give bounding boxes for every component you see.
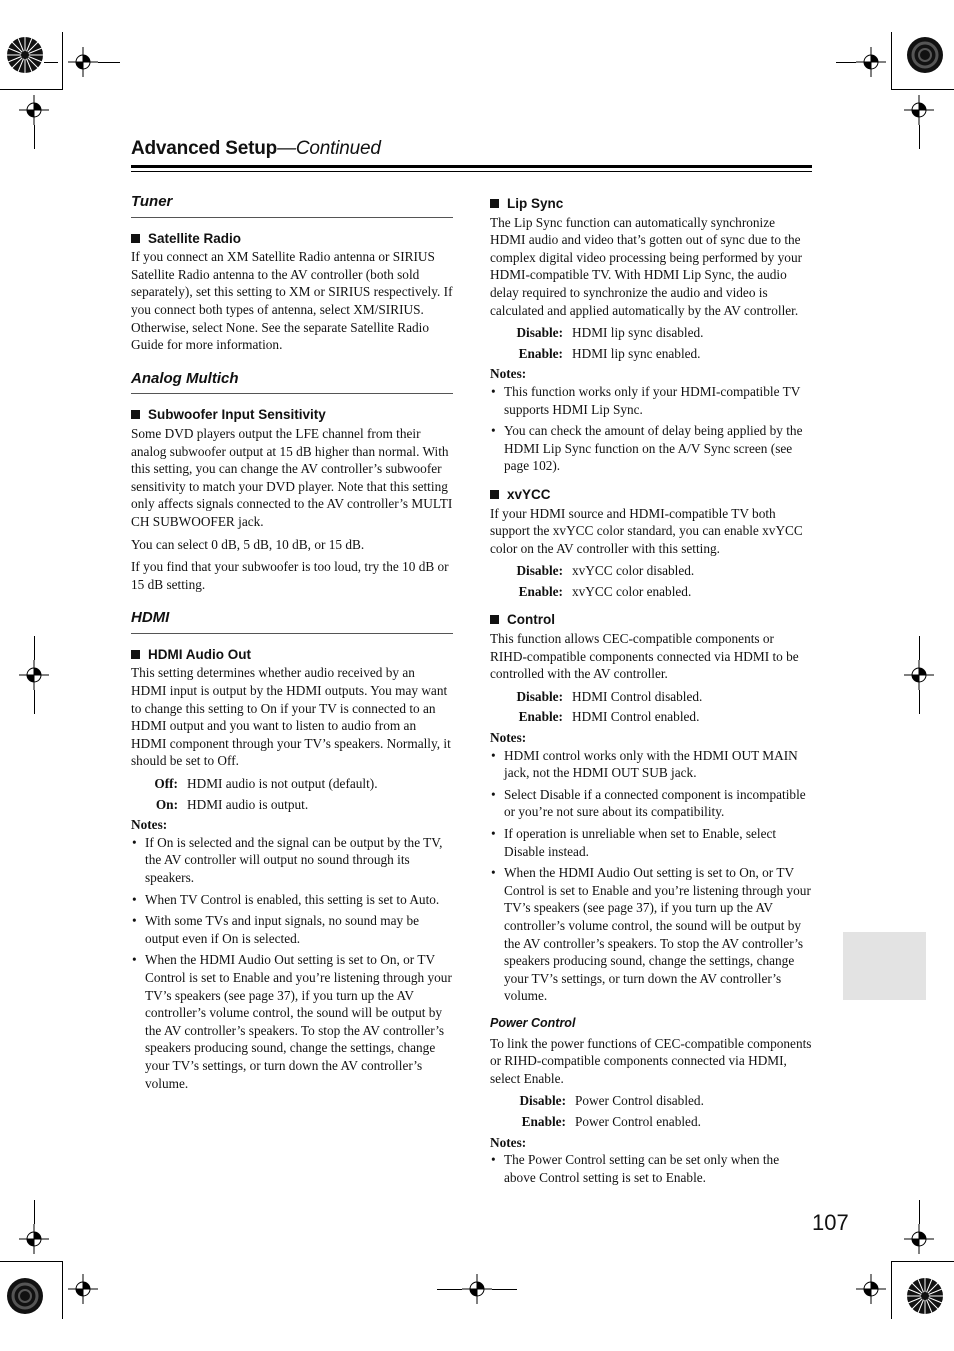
subsection-title-control (490, 611, 812, 629)
radial-registration-mark-icon (906, 36, 944, 74)
option-value: xvYCC color disabled. (572, 563, 695, 579)
option-key: Disable: (516, 688, 563, 704)
option-key: Enable: (518, 583, 563, 599)
crosshair-registration-mark-icon (19, 1224, 49, 1254)
crop-line (437, 1289, 462, 1290)
notes-list (490, 1151, 812, 1186)
section-title-hdmi: HDMI (131, 609, 453, 634)
paragraph: If your HDMI source and HDMI-compatible TV both support the xvYCC color standard, you can enable xvYCC color on the AV controller with this setting. (490, 505, 803, 556)
crop-line (919, 1200, 920, 1224)
paragraph: If you find that your subwoofer is too loud, try the 10 dB or 15 dB setting. (131, 559, 449, 592)
right-column (490, 190, 812, 1190)
paragraph: Some DVD players output the LFE channel from their analog subwoofer output at 15 dB higher than normal. With this setting, you can change the AV controller’s subwoofer sensitivity to match your DVD player. Note that this setting only affects signals connected to the AV controller’s MULTI CH SUBWOOFER jack. (131, 425, 453, 529)
option-value: HDMI Control enabled. (572, 709, 700, 725)
square-bullet-icon (490, 199, 499, 208)
subsection-title-text: Lip Sync (507, 196, 564, 211)
subsection-title-satellite-radio (131, 230, 453, 248)
crosshair-registration-mark-icon (462, 1274, 492, 1304)
crosshair-registration-mark-icon (68, 1274, 98, 1304)
subsection-title-subwoofer-input-sensitivity (131, 406, 453, 424)
paragraph: The Lip Sync function can automatically synchronize HDMI audio and video that’s gotten out of sync due to the complex digital video processing being performed by your HDMI-compatible TV. With HDMI Lip Sync, the audio delay required to synchronize the audio and video is calculated and applied automatically by the AV controller. (490, 214, 803, 318)
crosshair-registration-mark-icon (856, 1274, 886, 1304)
option-key: Disable: (516, 325, 563, 341)
option-value: HDMI audio is output. (187, 796, 309, 812)
crop-line (62, 1261, 63, 1319)
option-row (490, 583, 812, 601)
option-row (490, 1092, 812, 1110)
crop-line (919, 125, 920, 149)
option-key: Off: (154, 776, 178, 792)
notes-list (490, 747, 812, 1005)
option-value: HDMI lip sync disabled. (572, 325, 704, 341)
option-key: Enable: (518, 345, 563, 361)
subsection-title-text: xvYCC (507, 486, 551, 502)
crop-line (891, 1261, 892, 1319)
note-item: • HDMI control works only with the HDMI OUT MAIN jack, not the HDMI OUT SUB jack. (490, 747, 812, 782)
option-value: HDMI audio is not output (default). (187, 776, 378, 792)
section-title-tuner: Tuner (131, 193, 453, 218)
crosshair-registration-mark-icon (904, 660, 934, 690)
option-row (490, 708, 812, 726)
paragraph: You can select 0 dB, 5 dB, 10 dB, or 15 dB. (131, 536, 365, 552)
paragraph: This setting determines whether audio received by an HDMI input is output by the HDMI outputs. You may want to change this setting to On if your TV is connected to an HDMI output and you want to listen to audio from an HDMI component through your TV’s speakers. Normally, it should be set to Off. (131, 665, 451, 769)
crop-line (98, 62, 120, 63)
note-item: • If operation is unreliable when set to Enable, select Disable instead. (490, 825, 812, 860)
square-bullet-icon (131, 650, 140, 659)
notes-list (490, 383, 812, 475)
subsection-title-text: HDMI Audio Out (148, 646, 251, 662)
crosshair-registration-mark-icon (904, 1224, 934, 1254)
crop-line (34, 1200, 35, 1224)
crop-line (44, 62, 58, 63)
option-key: Disable: (519, 1093, 566, 1109)
subsection-title-power-control: Power Control (490, 1015, 576, 1030)
note-item: • The Power Control setting can be set only when the above Control setting is set to Enable. (490, 1151, 812, 1186)
subsection-title-lip-sync (490, 195, 812, 213)
option-row (490, 345, 812, 363)
crop-line (34, 636, 35, 660)
paragraph: To link the power functions of CEC-compatible components or RIHD-compatible components connected via HDMI, select Enable. (490, 1035, 812, 1086)
notes-heading: Notes: (490, 730, 527, 746)
note-item: • When the HDMI Audio Out setting is set to On, or TV Control is set to Enable and you’re listening through your TV’s speakers (see page 37), if you turn up the AV controller’s volume control, the sound will be output by the AV controller’s speakers. To stop the AV controller’s speakers producing sound, change the settings, change your TV’s settings, or turn down the AV controller’s volume. (490, 864, 812, 1005)
option-row (490, 562, 812, 580)
option-value: Power Control disabled. (575, 1093, 704, 1109)
note-item: • When TV Control is enabled, this setting is set to Auto. (131, 891, 453, 909)
square-bullet-icon (490, 490, 499, 499)
crop-line (0, 89, 62, 90)
note-item: • Select Disable if a connected component is incompatible or you’re not sure about its compatibility. (490, 786, 812, 821)
note-item: • When the HDMI Audio Out setting is set to On, or TV Control is set to Enable and you’re listening through your TV’s speakers (see page 37), if you turn up the AV controller’s volume control, the sound will be output by the AV controller’s speakers. To stop the AV controller’s speakers producing sound, change the settings, change your TV’s settings, or turn down the AV controller’s volume. (131, 951, 453, 1092)
option-row (131, 796, 453, 814)
crop-line (836, 62, 856, 63)
option-value: HDMI Control disabled. (572, 688, 703, 704)
header-continued-text: —Continued (277, 138, 381, 159)
square-bullet-icon (131, 410, 140, 419)
note-item: • With some TVs and input signals, no sound may be output even if On is selected. (131, 912, 453, 947)
option-row (131, 775, 453, 793)
subsection-title-hdmi-audio-out (131, 646, 453, 664)
note-item: • This function works only if your HDMI-compatible TV supports HDMI Lip Sync. (490, 383, 812, 418)
subsection-title-text: Control (507, 612, 555, 628)
chapter-side-tab (843, 932, 926, 1000)
crosshair-registration-mark-icon (19, 660, 49, 690)
crop-line (891, 89, 954, 90)
section-title-analog-multich: Analog Multich (131, 370, 453, 395)
option-row (490, 324, 812, 342)
crop-line (919, 636, 920, 660)
crosshair-registration-mark-icon (19, 95, 49, 125)
crop-line (0, 1261, 62, 1262)
option-key: Enable: (521, 1113, 566, 1129)
crop-line (34, 690, 35, 714)
note-item: • If On is selected and the signal can be output by the TV, the AV controller will output no sound through its speakers. (131, 834, 453, 887)
crosshair-registration-mark-icon (68, 47, 98, 77)
header-title-text: Advanced Setup (131, 138, 278, 159)
note-item: • You can check the amount of delay being applied by the HDMI Lip Sync function on the A/V Sync screen (see page 102). (490, 422, 812, 475)
crop-line (891, 32, 892, 90)
radial-registration-mark-icon (906, 1277, 944, 1315)
crop-line (62, 32, 63, 90)
notes-heading: Notes: (490, 366, 527, 382)
subsection-title-text: Subwoofer Input Sensitivity (148, 407, 326, 423)
notes-heading: Notes: (131, 817, 168, 833)
radial-registration-mark-icon (6, 1277, 44, 1315)
option-key: Disable: (516, 563, 563, 579)
option-value: xvYCC color enabled. (572, 583, 692, 599)
option-value: Power Control enabled. (575, 1113, 701, 1129)
subsection-title-text: Satellite Radio (148, 230, 242, 246)
paragraph: This function allows CEC-compatible components or RIHD-compatible components connected via HDMI to be controlled with the AV controller. (490, 631, 799, 682)
crop-line (919, 690, 920, 714)
notes-list (131, 834, 453, 1092)
notes-heading: Notes: (490, 1134, 527, 1150)
option-row (490, 1113, 812, 1131)
crop-line (34, 125, 35, 149)
option-value: HDMI lip sync enabled. (572, 345, 701, 361)
square-bullet-icon (131, 234, 140, 243)
crosshair-registration-mark-icon (904, 95, 934, 125)
option-key: On: (155, 796, 178, 812)
radial-registration-mark-icon (6, 36, 44, 74)
header-rule (131, 171, 812, 172)
header-rule (131, 165, 812, 168)
page-number: 107 (812, 1210, 849, 1235)
subsection-title-xvycc (490, 486, 812, 504)
left-column (131, 190, 453, 1096)
square-bullet-icon (490, 615, 499, 624)
crop-line (891, 1261, 954, 1262)
crop-line (492, 1289, 517, 1290)
option-row (490, 688, 812, 706)
option-key: Enable: (518, 709, 563, 725)
crosshair-registration-mark-icon (856, 47, 886, 77)
paragraph: If you connect an XM Satellite Radio antenna or SIRIUS Satellite Radio antenna to the AV controller (both sold separately), set this setting to XM or SIRIUS respectively. If you connect both types of antenna, select XM/SIRIUS. Otherwise, select None. See the separate Satellite Radio Guide for more information. (131, 249, 453, 353)
page-header-title (131, 138, 381, 160)
